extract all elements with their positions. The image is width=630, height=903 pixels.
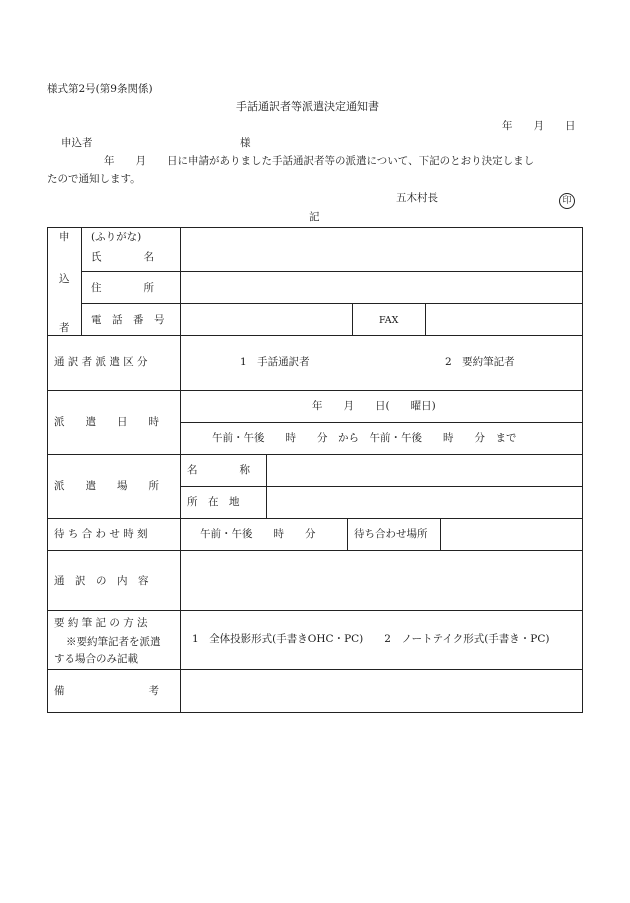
issue-date: 年 月 日 (502, 120, 576, 132)
method-note-2: する場合のみ記載 (54, 653, 138, 665)
date-line: 年 月 日( 曜日) (312, 400, 436, 412)
body-text-line1: 年 月 日に申請がありました手話通訳者等の派遣について、下記のとおり決定しまし (104, 155, 535, 167)
meet-time-label: 待 ち 合 わ せ 時 刻 (54, 528, 148, 540)
honorific: 様 (240, 137, 251, 149)
time-line: 午前・午後 時 分 から 午前・午後 時 分 まで (212, 432, 517, 444)
meet-place-label: 待ち合わせ場所 (354, 528, 428, 540)
method-options: 1 全体投影形式(手書きOHC・PC) 2 ノートテイク形式(手書き・PC) (192, 633, 550, 645)
applicant-side-label-1: 申 (59, 231, 70, 243)
meet-time-value: 午前・午後 時 分 (200, 528, 316, 540)
category-label: 通 訳 者 派 遣 区 分 (54, 356, 148, 368)
decision-table (47, 227, 583, 713)
document-title: 手話通訳者等派遣決定通知書 (236, 100, 379, 113)
place-location-label: 所 在 地 (187, 496, 240, 508)
applicant-side-label-3: 者 (59, 322, 70, 334)
place-label: 派 遣 場 所 (54, 480, 159, 492)
body-text-line2: たので通知します。 (47, 173, 141, 185)
method-note-1: ※要約筆記者を派遣 (66, 636, 161, 648)
applicant-label: 申込者 (61, 137, 93, 149)
category-option-1: 1 手話通訳者 (240, 356, 310, 368)
furigana-label: (ふりがな) (91, 231, 142, 243)
datetime-label: 派 遣 日 時 (54, 416, 159, 428)
address-label: 住 所 (91, 282, 154, 294)
method-label: 要 約 筆 記 の 方 法 (54, 617, 148, 629)
fax-label: FAX (379, 315, 399, 326)
category-option-2: 2 要約筆記者 (445, 356, 515, 368)
remarks-label: 備 考 (54, 685, 159, 697)
ki-label: 記 (309, 211, 320, 223)
place-name-label: 名 称 (187, 464, 250, 476)
form-number: 様式第2号(第9条関係) (47, 83, 153, 95)
issuer: 五木村長 (396, 192, 438, 204)
name-label: 氏 名 (91, 251, 154, 263)
applicant-side-label-2: 込 (59, 273, 70, 285)
content-label: 通 訳 の 内 容 (54, 575, 149, 587)
phone-label: 電 話 番 号 (91, 314, 165, 326)
seal-mark: 印 (559, 193, 575, 209)
